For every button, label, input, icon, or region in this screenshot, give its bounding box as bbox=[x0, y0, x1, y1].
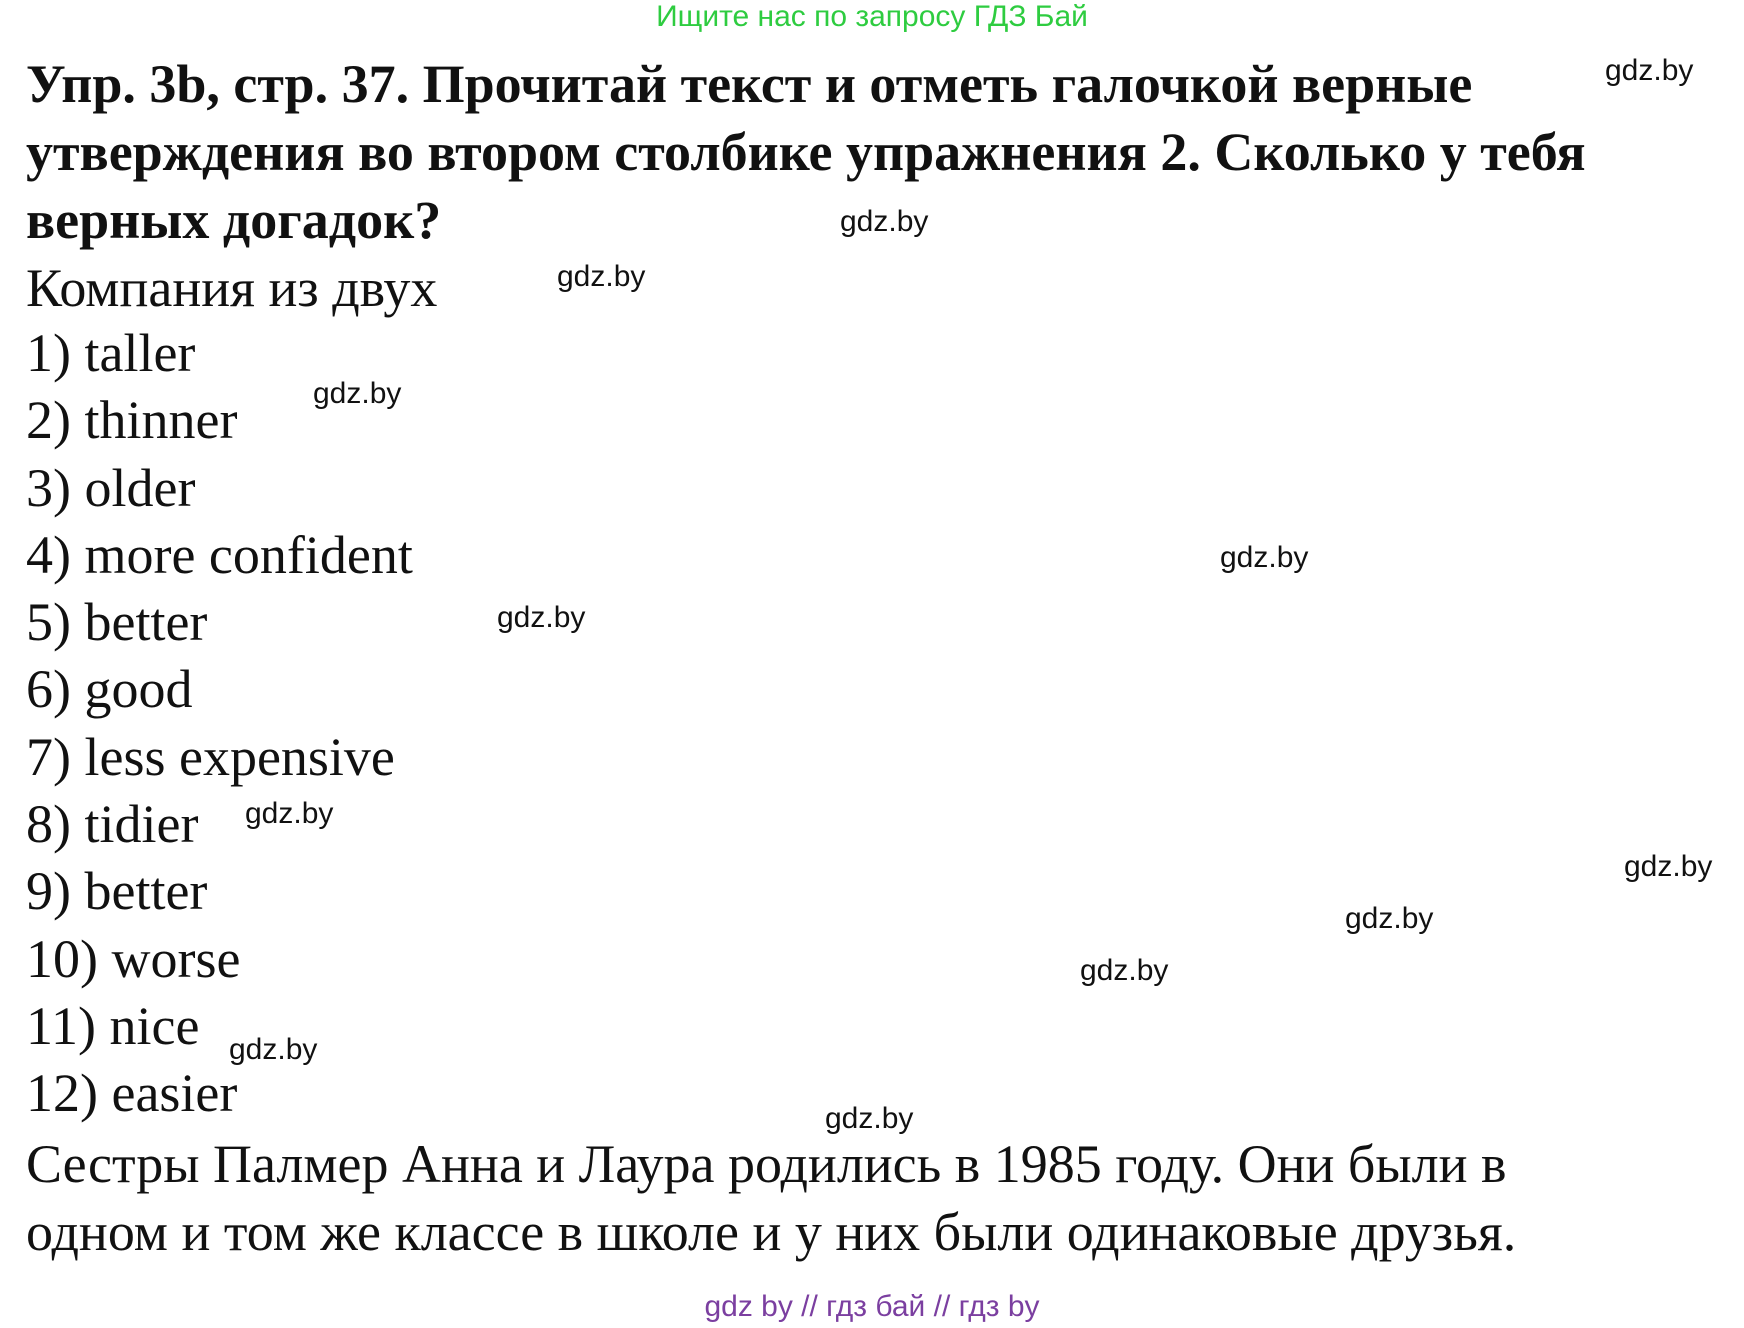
text-subtitle: Компания из двух bbox=[26, 258, 438, 318]
answer-item: 11) nice bbox=[26, 995, 200, 1056]
translation-text bbox=[26, 1130, 1516, 1266]
watermark: gdz.by bbox=[825, 1102, 914, 1135]
task-title-line-3: верных догадок? bbox=[26, 190, 442, 250]
footer-links: gdz by // гдз бай // гдз by bbox=[704, 1290, 1040, 1323]
watermark: gdz.by bbox=[245, 797, 334, 830]
task-title-line-2: утверждения во втором столбике упражнения 2. Сколько у тебя bbox=[26, 122, 1586, 182]
top-banner: Ищите нас по запросу ГДЗ Бай bbox=[656, 0, 1088, 33]
answer-item: 1) taller bbox=[26, 323, 196, 383]
watermark: gdz.by bbox=[497, 601, 586, 634]
answer-list bbox=[26, 320, 413, 1128]
watermark: gdz.by bbox=[557, 260, 646, 293]
watermark: gdz.by bbox=[1080, 954, 1169, 987]
watermark: gdz.by bbox=[1220, 541, 1309, 574]
watermark: gdz.by bbox=[1624, 850, 1713, 883]
answer-item: 6) good bbox=[26, 659, 193, 720]
answer-item: 12) easier bbox=[26, 1063, 238, 1124]
answer-item: 4) more confident bbox=[26, 524, 413, 585]
watermark: gdz.by bbox=[229, 1033, 318, 1066]
watermark: gdz.by bbox=[1345, 902, 1434, 935]
answer-item: 5) better bbox=[26, 592, 208, 653]
answer-item: 10) worse bbox=[26, 928, 241, 989]
answer-item: 3) older bbox=[26, 457, 196, 518]
watermark: gdz.by bbox=[313, 377, 402, 410]
translation-line-1: Сестры Палмер Анна и Лаура родились в 1985 году. Они были в bbox=[26, 1134, 1507, 1194]
answer-item: 7) less expensive bbox=[26, 726, 395, 787]
watermark: gdz.by bbox=[840, 205, 929, 238]
translation-line-2: одном и том же классе в школе и у них были одинаковые друзья. bbox=[26, 1202, 1517, 1262]
answer-item: 9) better bbox=[26, 861, 208, 922]
task-title-line-1: Упр. 3b, стр. 37. Прочитай текст и отметь галочкой верные bbox=[26, 54, 1473, 114]
answer-item: 8) tidier bbox=[26, 794, 199, 855]
watermark: gdz.by bbox=[1605, 54, 1694, 87]
answer-item: 2) thinner bbox=[26, 390, 238, 451]
